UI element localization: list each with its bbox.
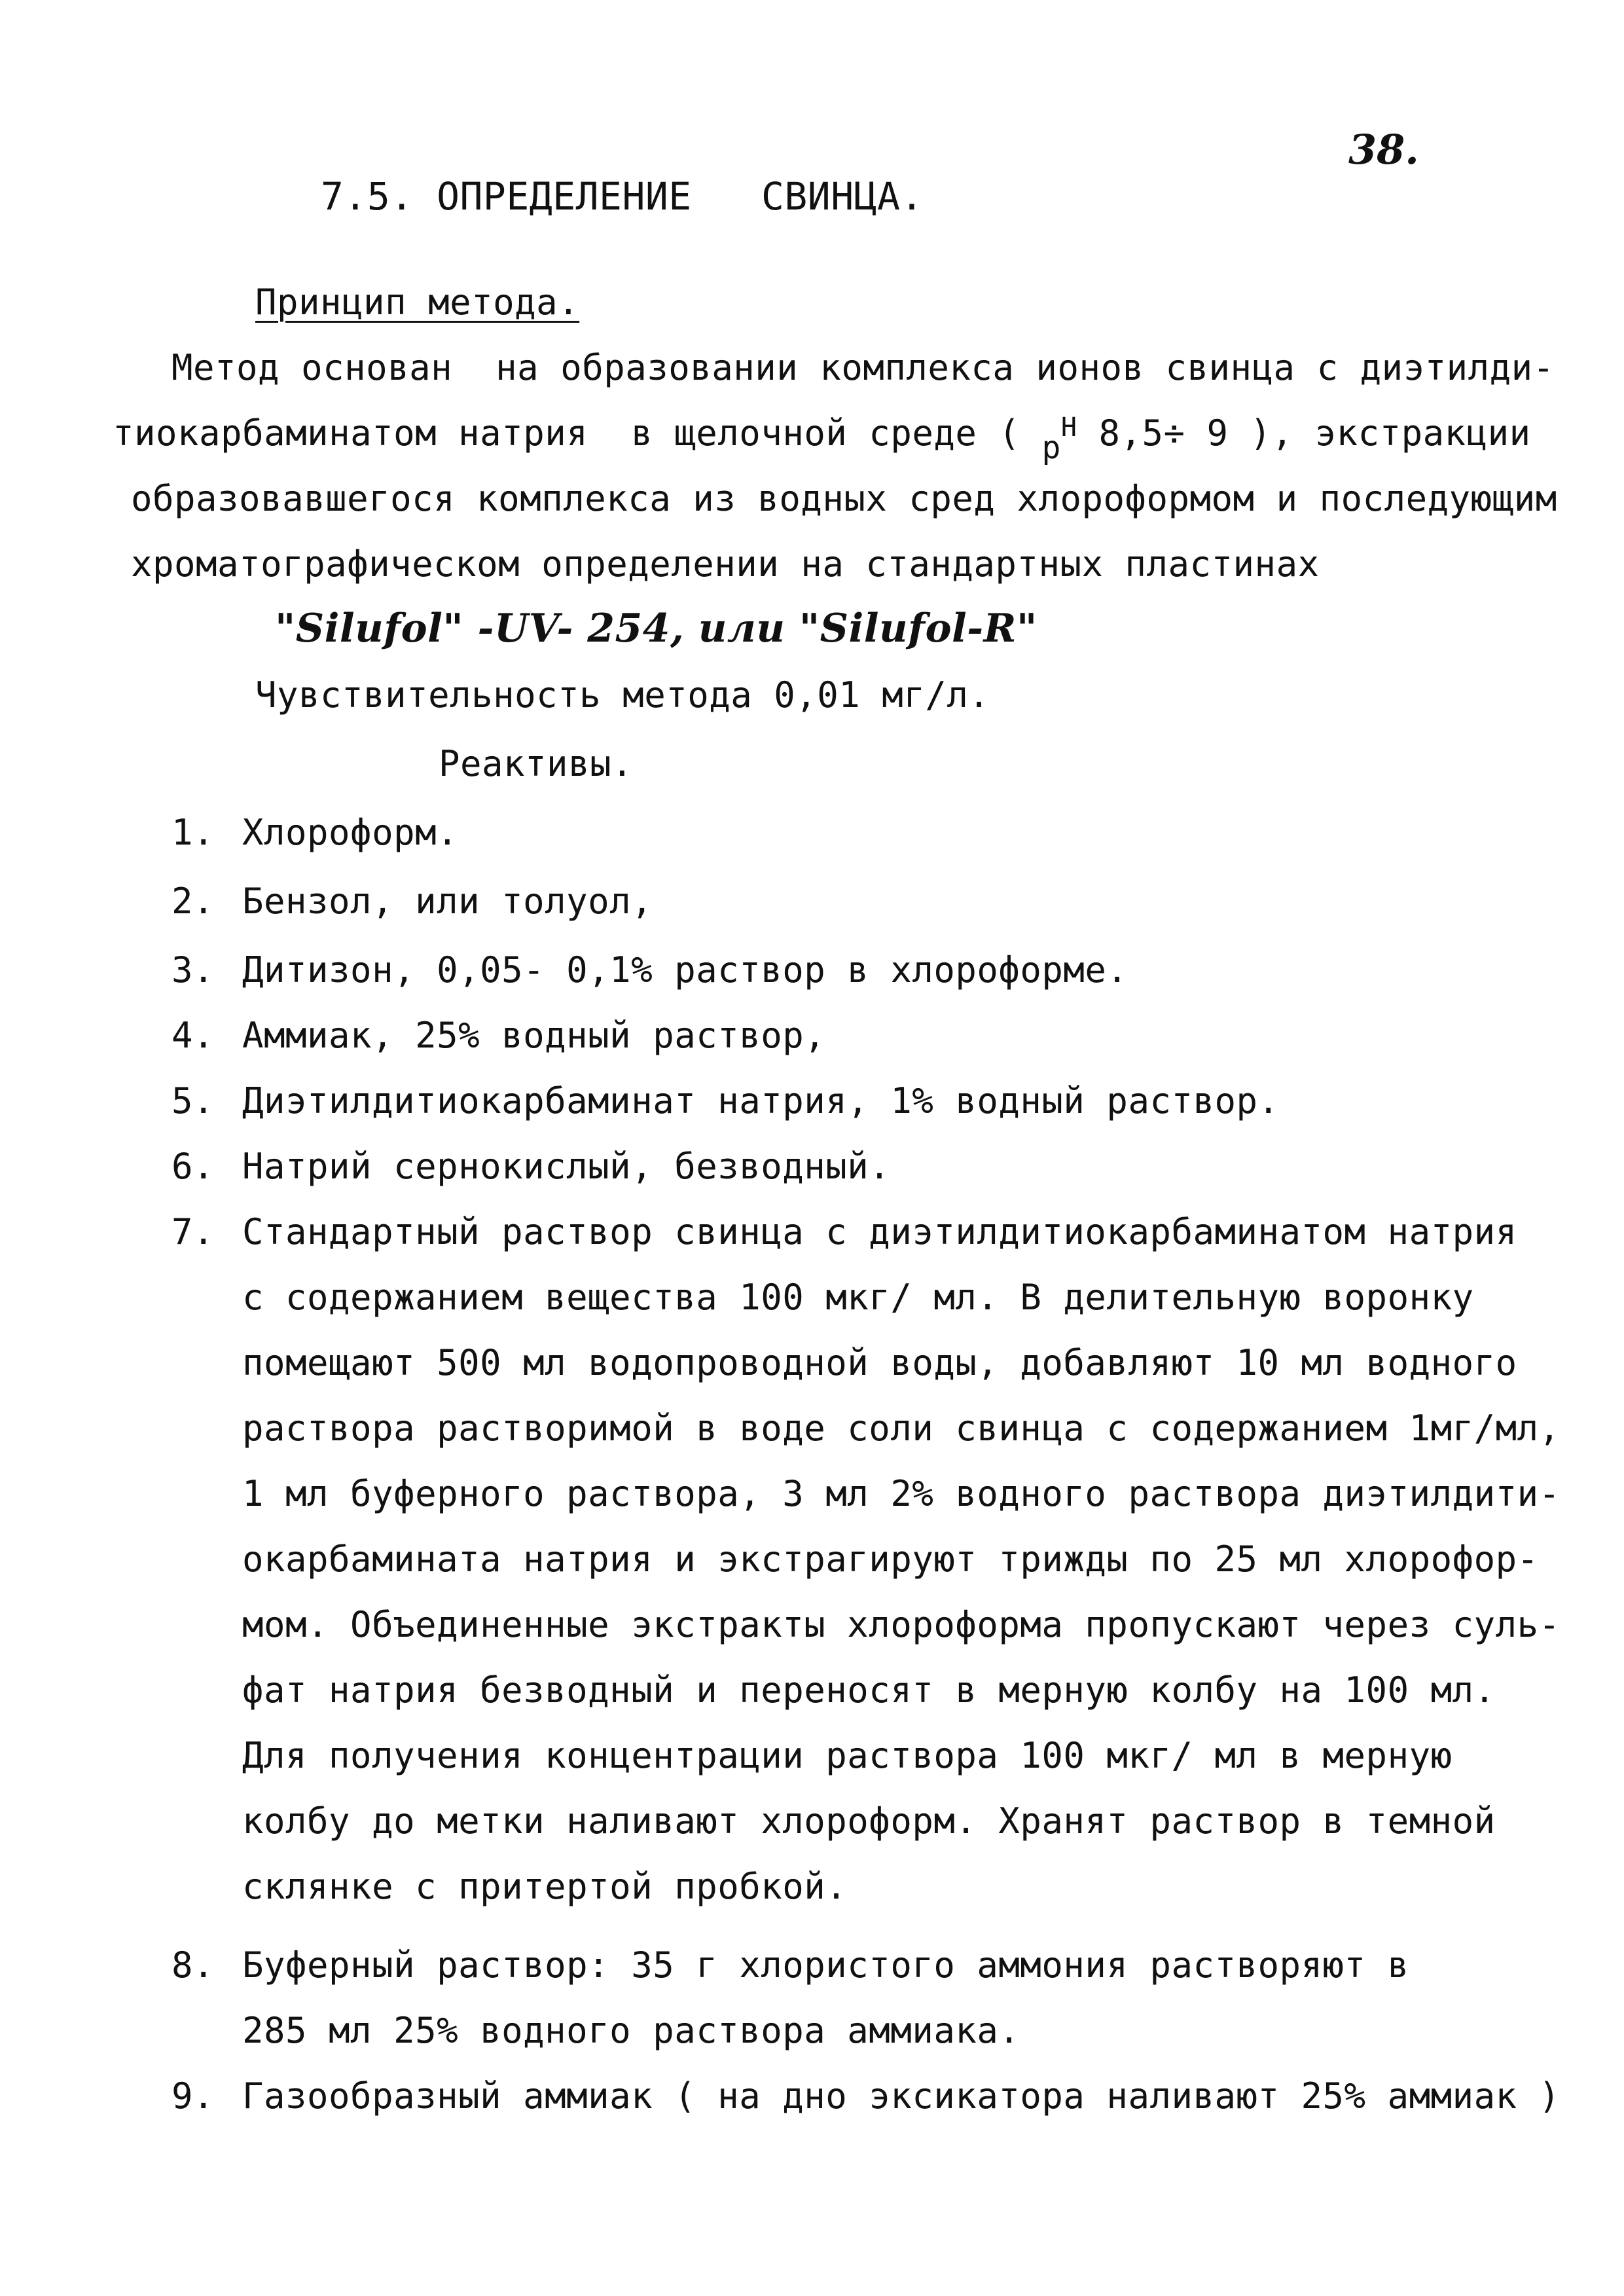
reagent-text-line: колбу до метки наливают хлороформ. Хранят раствор в темной [242,1800,1496,1842]
reagent-text-line: склянке с притертой пробкой. [242,1866,848,1907]
reagent-number: 4. [171,1015,215,1056]
reagent-number: 9. [171,2075,215,2117]
reagent-text-line: фат натрия безводный и переносят в мерную колбу на 100 мл. [242,1669,1496,1711]
sensitivity-line: Чувствительность метода 0,01 мг/л. [255,674,990,716]
reagent-text-line: Бензол, или толуол, [242,881,653,922]
ph-p: р [1041,429,1061,466]
principle-line-4: хроматографическом определении на стандартных пластинах [131,543,1320,585]
reagent-text-line: Стандартный раствор свинца с диэтилдитиокарбаминатом натрия [242,1211,1517,1252]
principle-line-2-b: 8,5÷ 9 ), экстракции [1077,412,1531,454]
reagent-number: 8. [171,1944,215,1986]
reagent-text-line: Хлороформ. [242,812,459,853]
reagent-text-line: Буферный раствор: 35 г хлористого аммония растворяют в [242,1944,1409,1986]
reagent-text-line: 285 мл 25% водного раствора аммиака. [242,2010,1020,2051]
reagent-text-line: Натрий сернокислый, безводный. [242,1146,891,1187]
principle-line-3: образовавшегося комплекса из водных сред хлороформом и последующим [131,478,1557,519]
principle-line-2-a: тиокарбаминатом натрия в щелочной среде ( [113,412,1020,454]
principle-heading: Принцип метода. [255,282,580,323]
reagent-text-line: раствора растворимой в воде соли свинца с содержанием 1мг/мл, [242,1408,1561,1449]
reagent-text-line: Газообразный аммиак ( на дно эксикатора наливают 25% аммиак ) [242,2075,1561,2117]
reagent-text-line: Аммиак, 25% водный раствор, [242,1015,826,1056]
reagent-number: 2. [171,881,215,922]
plates-handwritten: "Silufol" -UV- 254, или "Silufol-R" [275,606,1038,651]
principle-line-1: Метод основан на образовании комплекса ионов свинца с диэтилди- [171,347,1555,388]
reagents-heading: Реактивы. [439,743,634,784]
reagent-number: 5. [171,1080,215,1121]
ph-h: Н [1060,412,1077,443]
reagent-text-line: мом. Объединенные экстракты хлороформа пропускают через суль- [242,1604,1561,1645]
reagent-text-line: помещают 500 мл водопроводной воды, добавляют 10 мл водного [242,1342,1517,1383]
page-number: 38. [1348,126,1419,173]
reagent-number: 3. [171,949,215,991]
reagent-text-line: Для получения концентрации раствора 100 мкг/ мл в мерную [242,1735,1453,1776]
reagent-number: 1. [171,812,215,853]
reagent-text-line: Дитизон, 0,05- 0,1% раствор в хлороформе. [242,949,1128,991]
principle-line-2 [113,412,1531,466]
reagent-text-line: окарбамината натрия и экстрагируют трижды по 25 мл хлорофор- [242,1539,1539,1580]
reagent-number: 6. [171,1146,215,1187]
reagent-text-line: 1 мл буферного раствора, 3 мл 2% водного раствора диэтилдити- [242,1473,1561,1514]
reagent-text-line: Диэтилдитиокарбаминат натрия, 1% водный раствор. [242,1080,1280,1121]
section-title: 7.5. ОПРЕДЕЛЕНИЕ СВИНЦА. [321,174,924,219]
reagent-text-line: с содержанием вещества 100 мкг/ мл. В делительную воронку [242,1277,1474,1318]
reagent-number: 7. [171,1211,215,1252]
